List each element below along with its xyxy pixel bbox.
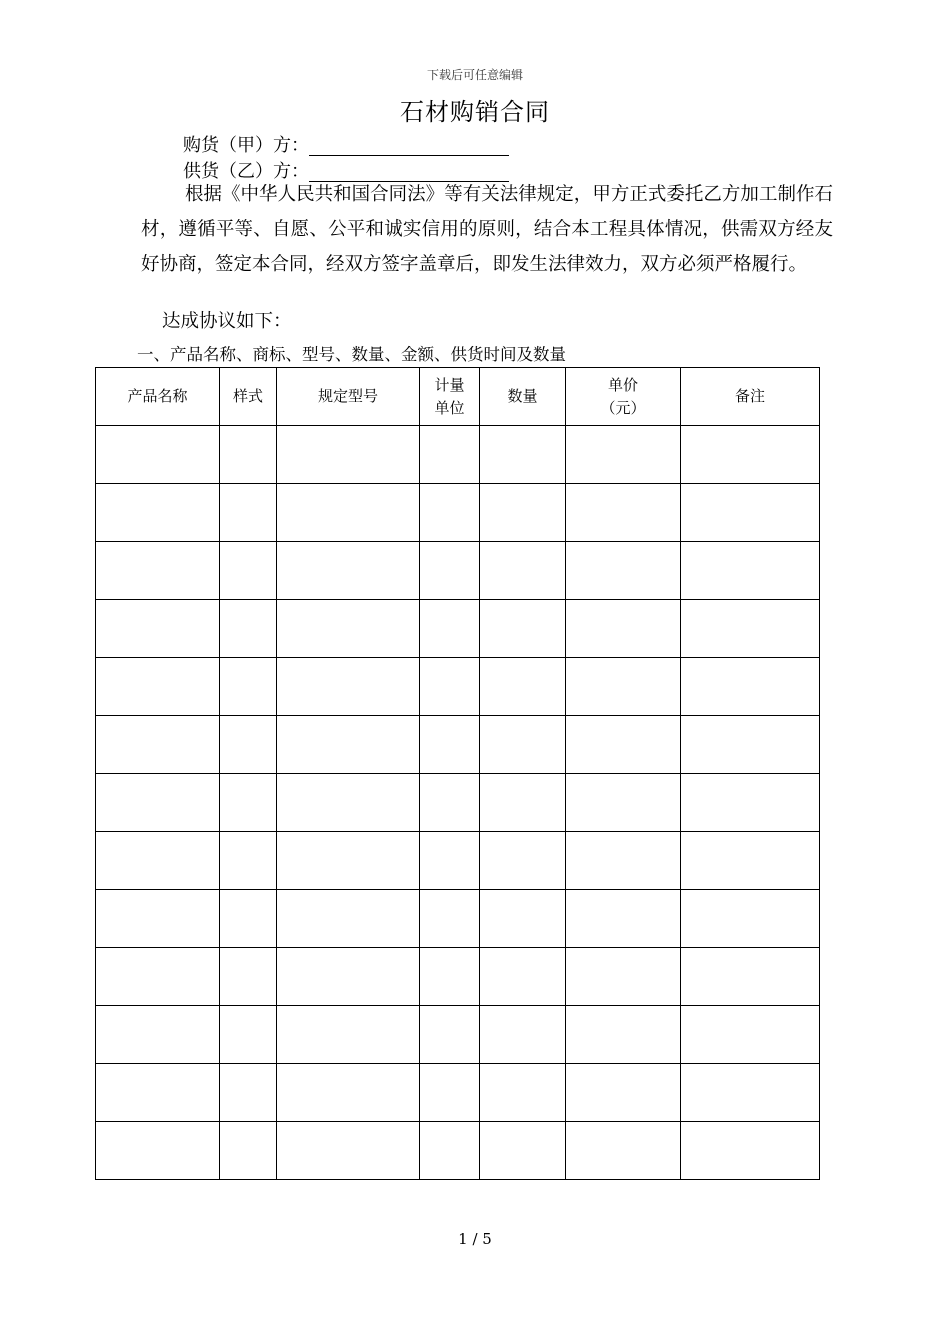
table-cell[interactable] [566, 1006, 681, 1064]
table-cell[interactable] [96, 542, 220, 600]
table-row [96, 774, 820, 832]
table-cell[interactable] [480, 600, 566, 658]
table-cell[interactable] [220, 484, 277, 542]
table-row [96, 542, 820, 600]
table-cell[interactable] [420, 542, 480, 600]
table-cell[interactable] [566, 948, 681, 1006]
table-cell[interactable] [96, 1006, 220, 1064]
table-cell[interactable] [480, 774, 566, 832]
table-cell[interactable] [566, 426, 681, 484]
table-cell[interactable] [566, 716, 681, 774]
table-cell[interactable] [681, 600, 820, 658]
table-cell[interactable] [480, 484, 566, 542]
table-cell[interactable] [96, 426, 220, 484]
col-header-quantity: 数量 [480, 368, 566, 426]
col-header-style: 样式 [220, 368, 277, 426]
table-cell[interactable] [681, 1006, 820, 1064]
table-cell[interactable] [420, 890, 480, 948]
table-cell[interactable] [420, 658, 480, 716]
table-cell[interactable] [96, 1064, 220, 1122]
table-row [96, 1064, 820, 1122]
table-cell[interactable] [566, 774, 681, 832]
table-cell[interactable] [277, 1006, 420, 1064]
table-cell[interactable] [480, 1122, 566, 1180]
table-cell[interactable] [220, 600, 277, 658]
table-row [96, 716, 820, 774]
header-note: 下载后可任意编辑 [426, 68, 523, 82]
table-cell[interactable] [277, 948, 420, 1006]
table-row [96, 832, 820, 890]
table-cell[interactable] [277, 774, 420, 832]
table-cell[interactable] [480, 890, 566, 948]
table-cell[interactable] [566, 1122, 681, 1180]
table-cell[interactable] [220, 890, 277, 948]
buyer-party-blank [309, 135, 509, 156]
table-cell[interactable] [220, 658, 277, 716]
table-cell[interactable] [277, 832, 420, 890]
table-cell[interactable] [681, 542, 820, 600]
table-cell[interactable] [480, 542, 566, 600]
table-cell[interactable] [277, 658, 420, 716]
table-cell[interactable] [480, 1064, 566, 1122]
table-cell[interactable] [420, 774, 480, 832]
table-cell[interactable] [681, 658, 820, 716]
table-cell[interactable] [681, 1122, 820, 1180]
agreement-line: 达成协议如下： [162, 311, 292, 332]
table-cell[interactable] [420, 600, 480, 658]
table-cell[interactable] [96, 890, 220, 948]
table-row [96, 1122, 820, 1180]
table-cell[interactable] [566, 658, 681, 716]
table-cell[interactable] [96, 948, 220, 1006]
table-cell[interactable] [277, 484, 420, 542]
table-cell[interactable] [96, 658, 220, 716]
table-row [96, 484, 820, 542]
table-cell[interactable] [96, 600, 220, 658]
table-cell[interactable] [277, 600, 420, 658]
table-cell[interactable] [96, 1122, 220, 1180]
col-header-unit-price: 单价 （元） [566, 368, 681, 426]
table-body [96, 426, 820, 1180]
table-cell[interactable] [277, 716, 420, 774]
table-row [96, 426, 820, 484]
table-cell[interactable] [681, 426, 820, 484]
table-cell[interactable] [566, 890, 681, 948]
section-1-heading: 一、产品名称、商标、型号、数量、金额、供货时间及数量 [137, 345, 566, 364]
table-row [96, 1006, 820, 1064]
table-row [96, 600, 820, 658]
product-table [95, 367, 820, 1180]
col-header-remarks: 备注 [681, 368, 820, 426]
table-cell[interactable] [420, 1122, 480, 1180]
table-cell[interactable] [566, 600, 681, 658]
table-cell[interactable] [566, 542, 681, 600]
table-cell[interactable] [220, 1006, 277, 1064]
table-cell[interactable] [480, 1006, 566, 1064]
intro-paragraph: 根据《中华人民共和国合同法》等有关法律规定，甲方正式委托乙方加工制作石材，遵循平等、自愿、公平和诚实信用的原则，结合本工程具体情况，供需双方经友好协商，签定本合同，经双方签字盖章后，即发生法律效力，双方必须严格履行。 [141, 184, 833, 275]
buyer-party-line [183, 133, 509, 159]
table-cell[interactable] [277, 1122, 420, 1180]
table-cell[interactable] [566, 832, 681, 890]
table-header-row [96, 368, 820, 426]
table-row [96, 658, 820, 716]
col-header-unit: 计量 单位 [420, 368, 480, 426]
table-cell[interactable] [681, 890, 820, 948]
table-cell[interactable] [277, 890, 420, 948]
buyer-party-label: 购货（甲）方： [183, 135, 309, 156]
table-cell[interactable] [420, 1064, 480, 1122]
table-cell[interactable] [420, 484, 480, 542]
table-cell[interactable] [681, 774, 820, 832]
table-cell[interactable] [220, 832, 277, 890]
table-cell[interactable] [480, 426, 566, 484]
table-cell[interactable] [220, 542, 277, 600]
table-cell[interactable] [220, 774, 277, 832]
table-cell[interactable] [681, 1064, 820, 1122]
table-cell[interactable] [480, 716, 566, 774]
table-cell[interactable] [420, 948, 480, 1006]
col-header-product-name: 产品名称 [96, 368, 220, 426]
table-cell[interactable] [681, 716, 820, 774]
table-cell[interactable] [681, 948, 820, 1006]
table-cell[interactable] [480, 658, 566, 716]
table-cell[interactable] [96, 484, 220, 542]
page-number: 1 / 5 [458, 1230, 492, 1248]
table-row [96, 948, 820, 1006]
table-cell[interactable] [420, 716, 480, 774]
table-cell[interactable] [220, 716, 277, 774]
table-cell[interactable] [96, 774, 220, 832]
table-cell[interactable] [277, 1064, 420, 1122]
table-cell[interactable] [220, 948, 277, 1006]
table-cell[interactable] [277, 426, 420, 484]
table-cell[interactable] [220, 1064, 277, 1122]
table-cell[interactable] [566, 1064, 681, 1122]
table-cell[interactable] [420, 832, 480, 890]
table-row [96, 890, 820, 948]
table-cell[interactable] [566, 484, 681, 542]
table-cell[interactable] [480, 832, 566, 890]
table-cell[interactable] [220, 426, 277, 484]
table-cell[interactable] [220, 1122, 277, 1180]
table-cell[interactable] [681, 832, 820, 890]
table-cell[interactable] [96, 716, 220, 774]
table-cell[interactable] [420, 1006, 480, 1064]
document-title: 石材购销合同 [400, 98, 550, 126]
table-cell[interactable] [420, 426, 480, 484]
col-header-model: 规定型号 [277, 368, 420, 426]
table-cell[interactable] [480, 948, 566, 1006]
supplier-party-label: 供货（乙）方： [183, 161, 309, 182]
table-cell[interactable] [681, 484, 820, 542]
table-cell[interactable] [277, 542, 420, 600]
table-cell[interactable] [96, 832, 220, 890]
